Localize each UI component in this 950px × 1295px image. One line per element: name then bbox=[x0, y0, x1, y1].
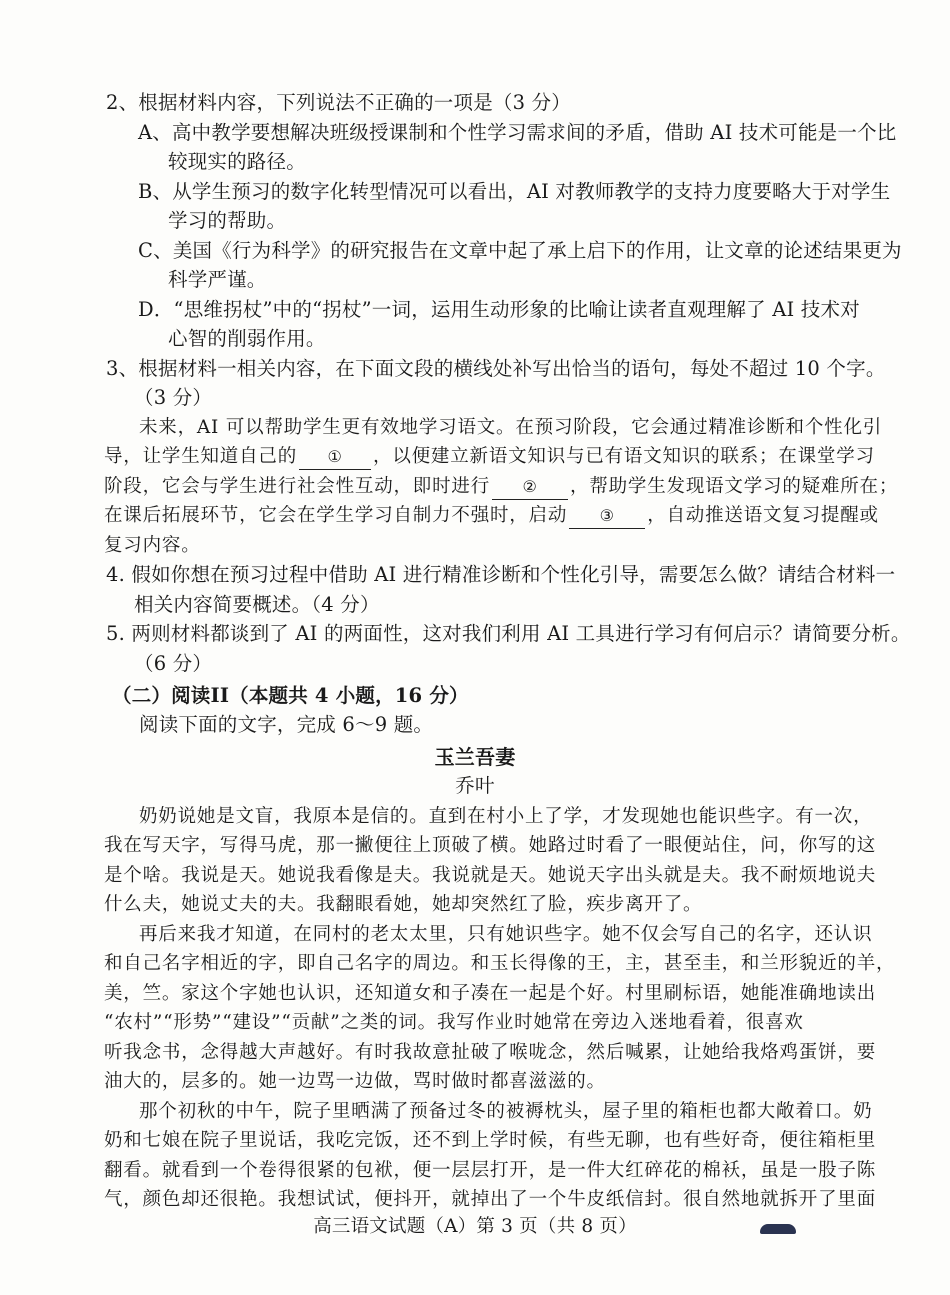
story-line: 和自己名字相近的字，即自己名字的周边。和玉长得像的王，主，甚至圭，和兰形貌近的羊， bbox=[104, 953, 896, 974]
q4-line2: 相关内容简要概述。（4 分） bbox=[134, 593, 380, 616]
q3-passage-line1: 未来，AI 可以帮助学生更有效地学习语文。在预习阶段，它会通过精准诊断和个性化引 bbox=[139, 417, 883, 438]
q2-option-c-line1: C、美国《行为科学》的研究报告在文章中起了承上启下的作用，让文章的论述结果更为 bbox=[138, 239, 902, 262]
q2-option-b-line1: B、从学生预习的数字化转型情况可以看出，AI 对教师教学的支持力度要略大于对学生 bbox=[138, 180, 891, 203]
fill-blank-1[interactable] bbox=[299, 445, 371, 470]
story-line: 那个初秋的中午，院子里晒满了预备过冬的被褥枕头，屋子里的箱柜也都大敞着口。奶 bbox=[139, 1101, 873, 1122]
q3-passage-text: ，以便建立新语文知识与已有语文知识的联系；在课堂学习 bbox=[373, 446, 875, 467]
story-line: 美，竺。家这个字她也认识，还知道女和子凑在一起是个好。村里刷标语，她能准确地读出 bbox=[104, 983, 877, 1004]
q3-stem-line2: （3 分） bbox=[134, 386, 213, 409]
blank-number: ① bbox=[327, 447, 343, 466]
fill-blank-2[interactable] bbox=[492, 475, 568, 500]
q5-line2: （6 分） bbox=[134, 652, 213, 675]
q2-option-a-line1: A、高中教学要想解决班级授课制和个性学习需求间的矛盾，借助 AI 技术可能是一个比 bbox=[138, 121, 897, 144]
story-line: “农村”“形势”“建设”“贡献”之类的词。我写作业时她常在旁边入迷地看着，很喜欢 bbox=[104, 1012, 804, 1033]
page-footer: 高三语文试题（A）第 3 页（共 8 页） bbox=[313, 1216, 637, 1237]
q3-passage-line3 bbox=[104, 472, 898, 502]
story-line: 是个啥。我说是天。她说我看像是夫。我说就是天。她说天字出头就是夫。我不耐烦地说夫 bbox=[104, 865, 877, 886]
story-line: 油大的，层多的。她一边骂一边做，骂时做时都喜滋滋的。 bbox=[104, 1071, 606, 1092]
q2-stem: 2、根据材料内容，下列说法不正确的一项是（3 分） bbox=[106, 91, 572, 114]
q4-line1: 4. 假如你想在预习过程中借助 AI 进行精准诊断和个性化引导，需要怎么做？请结合材料一 bbox=[106, 563, 896, 586]
q3-passage-line5: 复习内容。 bbox=[104, 535, 201, 556]
q2-option-d-line2: 心智的削弱作用。 bbox=[168, 327, 326, 350]
story-line: 气，颜色却还很艳。我想试试，便抖开，就掉出了一个牛皮纸信封。很自然地就拆开了里面 bbox=[104, 1189, 877, 1210]
story-line: 听我念书，念得越大声越好。有时我故意扯破了喉咙念，然后喊累，让她给我烙鸡蛋饼，要 bbox=[104, 1042, 877, 1063]
story-title: 玉兰吾妻 bbox=[434, 745, 516, 769]
story-line: 奶奶说她是文盲，我原本是信的。直到在村小上了学，才发现她也能识些字。有一次， bbox=[139, 806, 873, 827]
q2-option-c-line2: 科学严谨。 bbox=[168, 268, 267, 291]
story-line: 奶和七娘在院子里说话，我吃完饭，还不到上学时候，有些无聊，也有些好奇，便往箱柜里 bbox=[104, 1130, 877, 1151]
q2-option-a-line2: 较现实的路径。 bbox=[168, 150, 306, 173]
q3-passage-text: 导，让学生知道自己的 bbox=[104, 446, 298, 467]
section-instruction: 阅读下面的文字，完成 6～9 题。 bbox=[139, 713, 434, 736]
blank-number: ② bbox=[522, 477, 538, 496]
q2-option-b-line2: 学习的帮助。 bbox=[168, 209, 287, 232]
story-author: 乔叶 bbox=[455, 774, 495, 797]
scanner-mark bbox=[760, 1224, 796, 1234]
story-line: 我在写天字，写得马虎，那一撇便往上顶破了横。她路过时看了一眼便站住，问，你写的这 bbox=[104, 835, 877, 856]
fill-blank-3[interactable] bbox=[569, 504, 645, 529]
story-line: 翻看。就看到一个卷得很紧的包袱，便一层层打开，是一件大红碎花的棉袄，虽是一股子陈 bbox=[104, 1160, 877, 1181]
story-line: 再后来我才知道，在同村的老太太里，只有她识些字。她不仅会写自己的名字，还认识 bbox=[139, 924, 873, 945]
q3-passage-line2 bbox=[104, 442, 875, 472]
q3-stem-line1: 3、根据材料一相关内容，在下面文段的横线处补写出恰当的语句，每处不超过 10 个字。 bbox=[106, 357, 886, 380]
q3-passage-line4 bbox=[104, 501, 879, 531]
q2-option-d-line1: D．“思维拐杖”中的“拐杖”一词，运用生动形象的比喻让读者直观理解了 AI 技术对 bbox=[138, 298, 860, 321]
q3-passage-text: 阶段，它会与学生进行社会性互动，即时进行 bbox=[104, 476, 491, 497]
blank-number: ③ bbox=[599, 506, 615, 525]
q3-passage-text: ，帮助学生发现语文学习的疑难所在； bbox=[570, 476, 899, 497]
q5-line1: 5. 两则材料都谈到了 AI 的两面性，这对我们利用 AI 工具进行学习有何启示？请简要分析。 bbox=[106, 622, 911, 645]
story-line: 什么夫，她说丈夫的夫。我翻眼看她，她却突然红了脸，疾步离开了。 bbox=[104, 894, 703, 915]
q3-passage-text: ，自动推送语文复习提醒或 bbox=[647, 505, 879, 526]
q3-passage-text: 在课后拓展环节，它会在学生学习自制力不强时，启动 bbox=[104, 505, 568, 526]
section-heading: （二）阅读II（本题共 4 小题，16 分） bbox=[112, 684, 469, 707]
